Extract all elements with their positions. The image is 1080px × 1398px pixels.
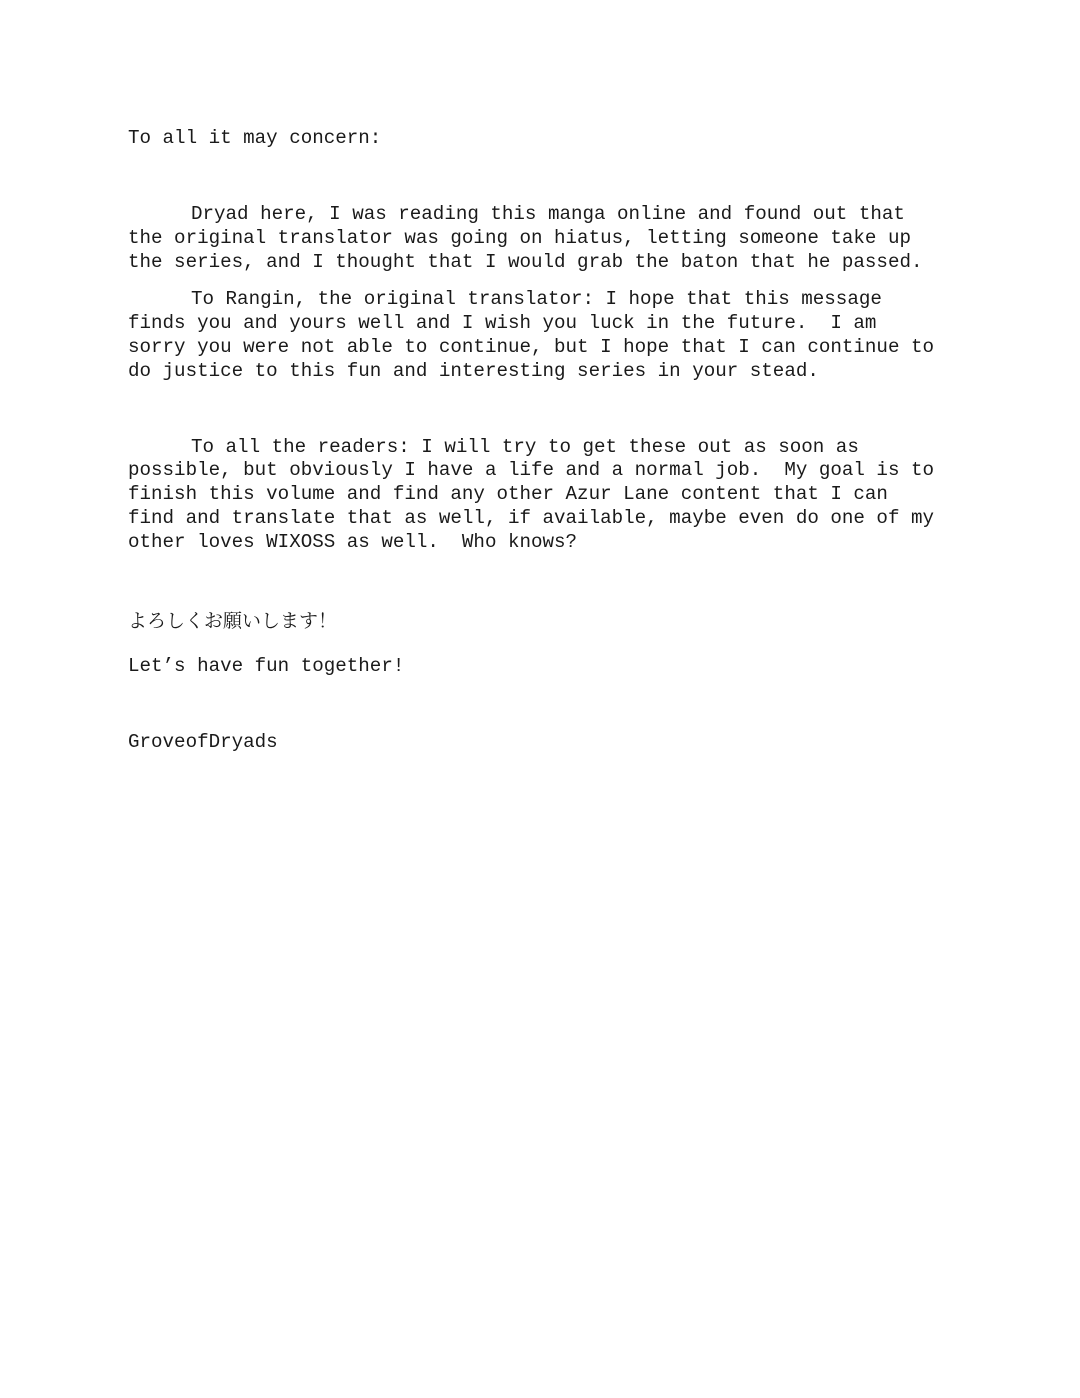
- paragraph-3-line-4: find and translate that as well, if available, maybe even do one of my: [128, 507, 935, 529]
- japanese-greeting: よろしくお願いします！: [128, 610, 338, 632]
- paragraph-1-line-3: the series, and I thought that I would grab the baton that he passed.: [128, 251, 923, 273]
- paragraph-2-line-2: finds you and yours well and I wish you luck in the future. I am: [128, 312, 877, 334]
- closing-line: Let’s have fun together!: [128, 655, 405, 677]
- paragraph-1-line-2: the original translator was going on hiatus, letting someone take up: [128, 227, 911, 249]
- salutation: To all it may concern:: [128, 127, 382, 149]
- paragraph-3-line-2: possible, but obviously I have a life and a normal job. My goal is to: [128, 459, 935, 481]
- paragraph-2-line-4: do justice to this fun and interesting series in your stead.: [128, 360, 819, 382]
- paragraph-1-line-1: Dryad here, I was reading this manga online and found out that: [191, 203, 905, 225]
- paragraph-3-line-5: other loves WIXOSS as well. Who knows?: [128, 531, 578, 553]
- signature: GroveofDryads: [128, 731, 278, 753]
- paragraph-3-line-3: finish this volume and find any other Azur Lane content that I can: [128, 483, 888, 505]
- paragraph-2-line-1: To Rangin, the original translator: I hope that this message: [191, 288, 882, 310]
- paragraph-2-line-3: sorry you were not able to continue, but I hope that I can continue to: [128, 336, 935, 358]
- paragraph-3-line-1: To all the readers: I will try to get these out as soon as: [191, 436, 859, 458]
